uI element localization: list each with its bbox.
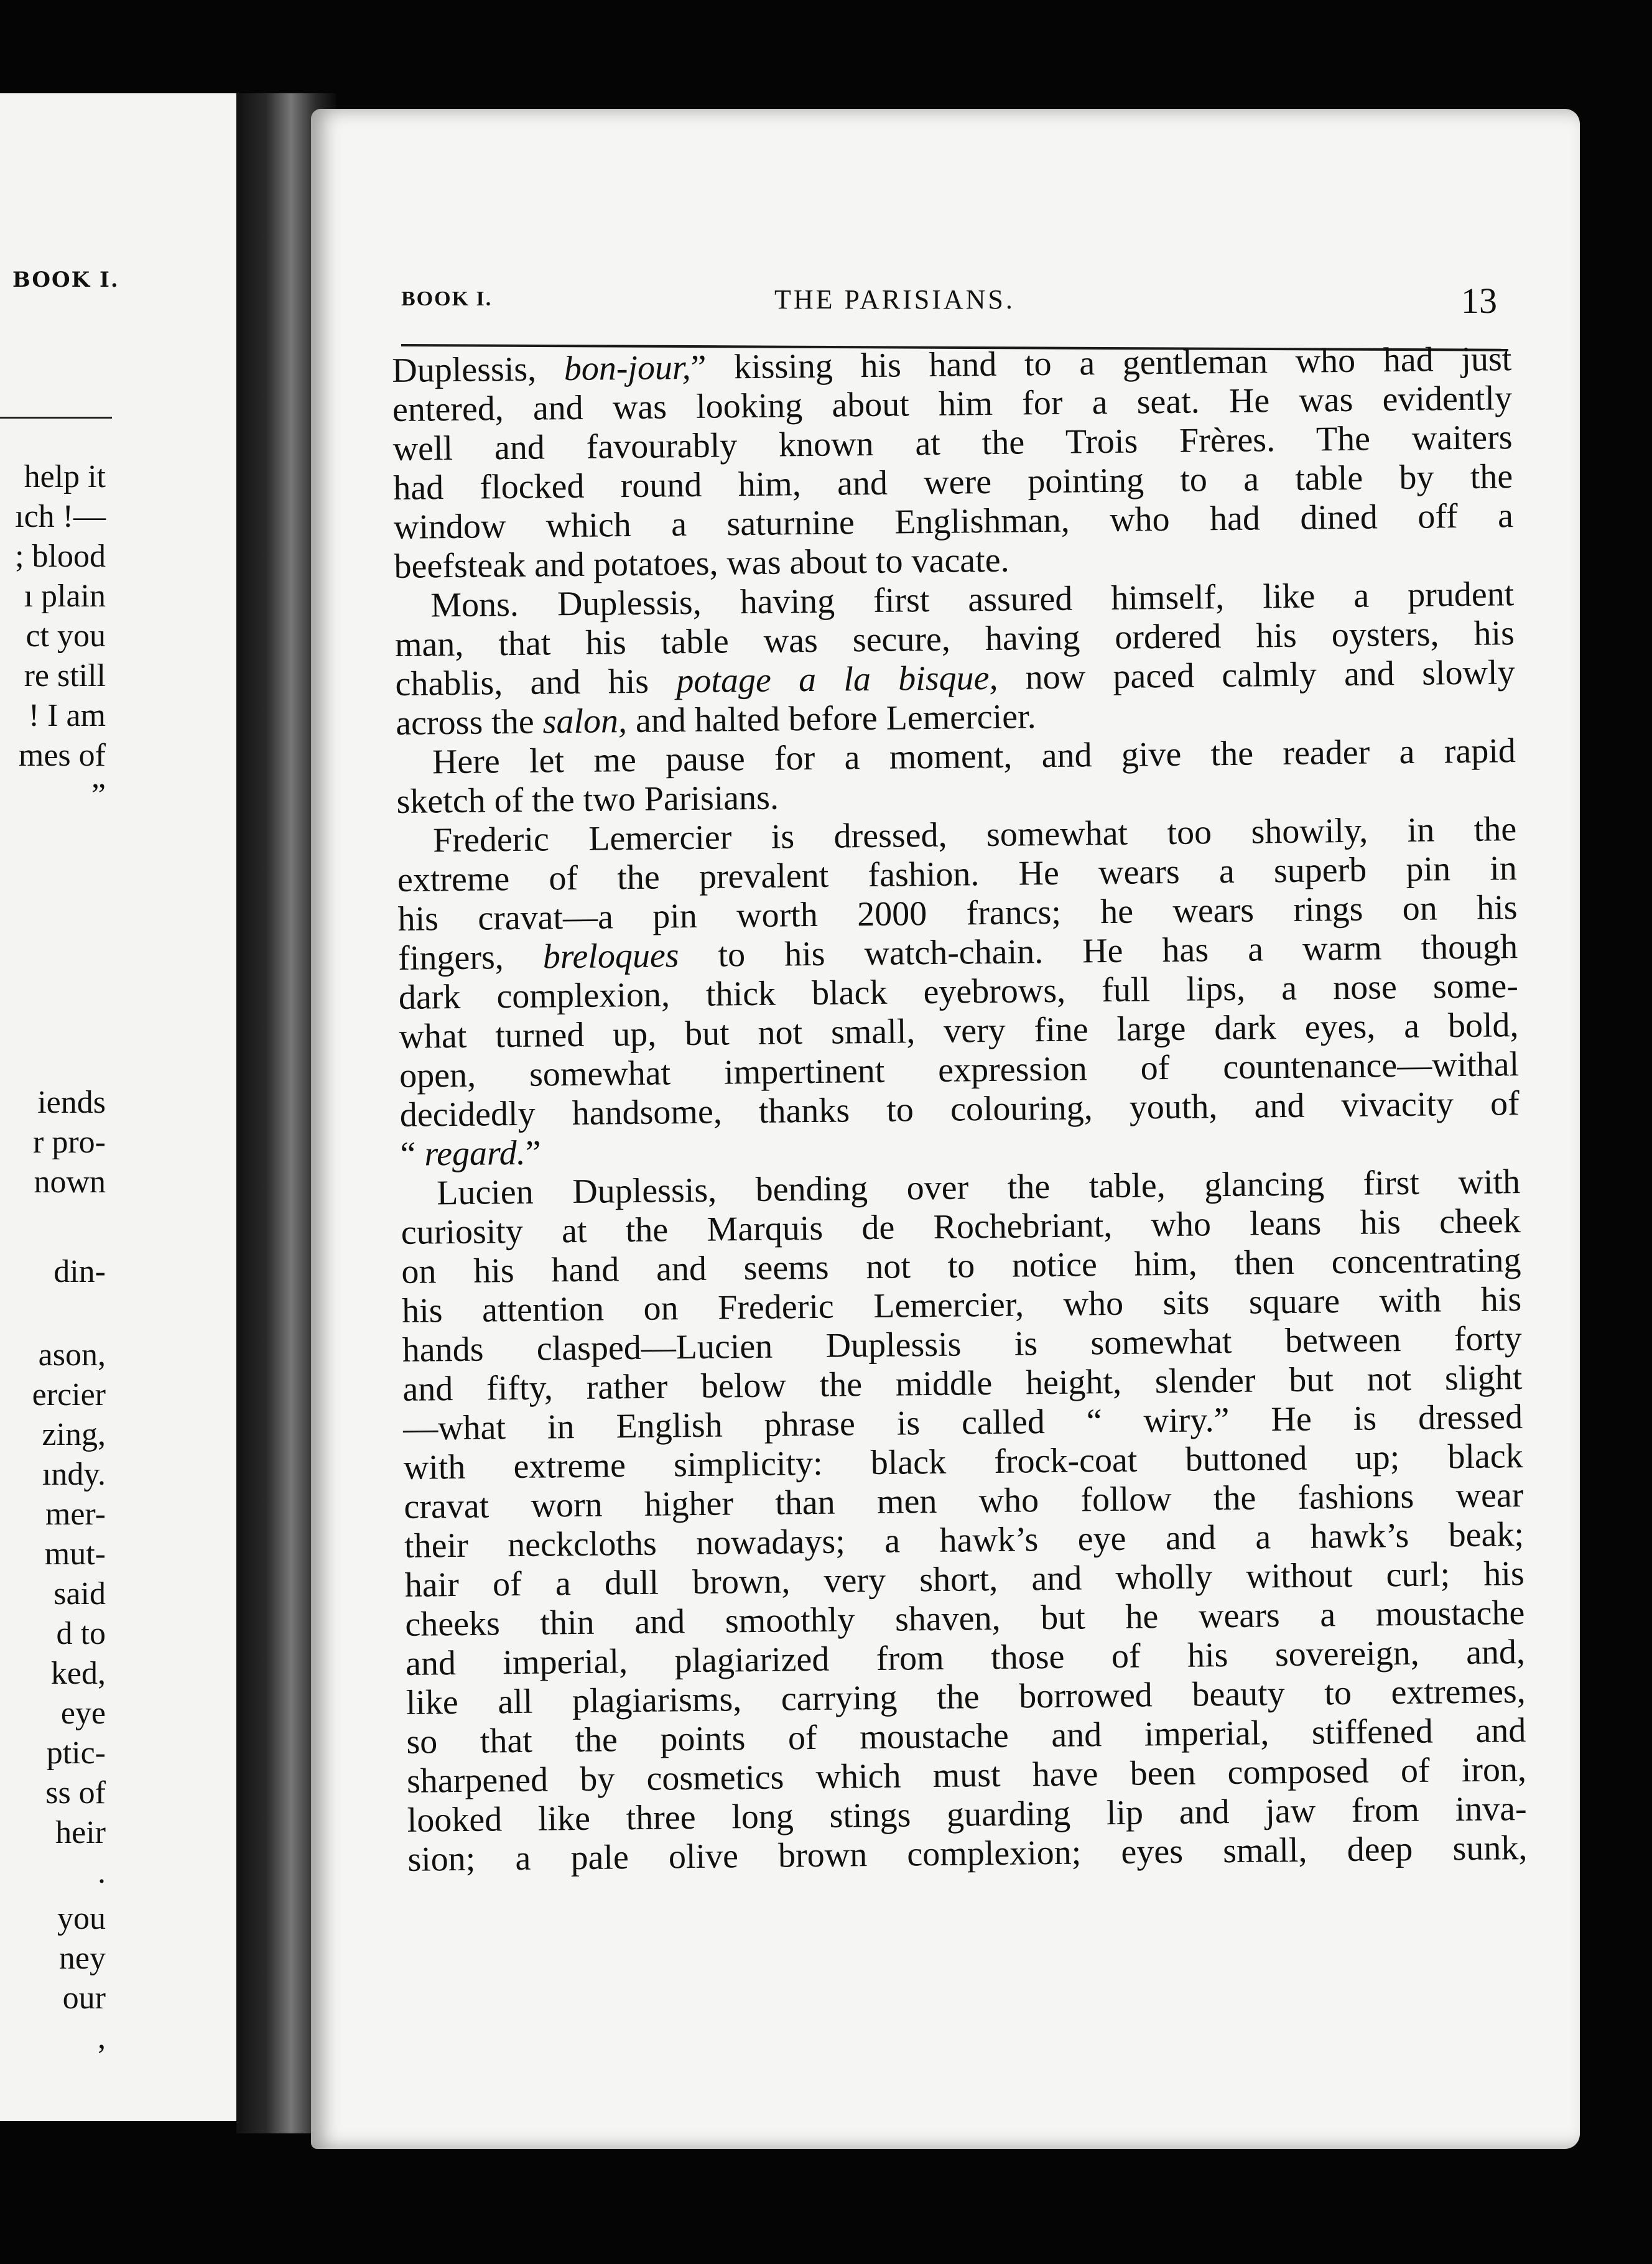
- body-text: [392, 340, 1528, 1880]
- text-segment: his cravat—a pin worth 2000 francs; he wears rings on his: [397, 888, 1518, 939]
- text-segment: decidedly handsome, thanks to colouring, youth, and vivacity of: [399, 1084, 1520, 1134]
- text-segment: hair of a dull brown, very short, and wholly without curl; his: [404, 1554, 1525, 1605]
- previous-page-line-fragment: ked,: [50, 1656, 106, 1691]
- spacer: [15, 1202, 106, 1252]
- spacer: [15, 1292, 106, 1335]
- text-segment: sketch of the two Parisians.: [396, 778, 779, 821]
- previous-page-line-fragment: re still: [24, 658, 106, 694]
- previous-page-line-fragment: you: [57, 1901, 106, 1936]
- text-segment: extreme of the prevalent fashion. He wears a superb pin in: [397, 849, 1518, 899]
- previous-page-line-fragment: ercier: [32, 1377, 106, 1413]
- text-segment: and halted before Lemercier.: [626, 697, 1036, 741]
- text-segment: curiosity at the Marquis de Rochebriant, who leans his cheek: [401, 1202, 1521, 1252]
- text-segment: ”: [525, 1133, 541, 1172]
- previous-page-line-fragment: said: [53, 1576, 106, 1612]
- text-segment: across the: [395, 702, 543, 743]
- previous-page-line-fragment: ”: [91, 777, 106, 813]
- previous-page-line-fragment: nown: [34, 1164, 106, 1200]
- text-segment: cheeks thin and smoothly shaven, but he wears a moustache: [405, 1594, 1525, 1644]
- previous-page-line-fragment: zing,: [42, 1417, 106, 1452]
- previous-page-line-fragment: ,: [98, 2020, 106, 2056]
- previous-page-line-fragment: d to: [56, 1616, 106, 1651]
- spacer: [15, 815, 106, 1083]
- previous-page-line-fragment: r pro-: [33, 1125, 106, 1160]
- text-segment: chablis, and his: [395, 662, 677, 703]
- text-segment: ” kissing his hand to a gentleman who had just: [690, 340, 1512, 387]
- text-segment: beefsteak and potatoes, was about to vacate.: [394, 540, 1009, 586]
- text-segment: Lucien Duplessis, bending over the table, glancing first with: [436, 1162, 1521, 1213]
- running-head-title: THE PARISIANS.: [774, 284, 1015, 315]
- text-segment: well and favourably known at the Trois Frères. The waiters: [392, 418, 1513, 468]
- italic-text: potage a la bisque,: [676, 658, 998, 701]
- text-segment: on his hand and seems not to notice him, then concentrating: [401, 1241, 1521, 1291]
- text-segment: window which a saturnine Englishman, who had dined off a: [393, 496, 1514, 547]
- previous-page-line-fragment: mut-: [44, 1536, 106, 1572]
- page-number: 13: [1461, 281, 1497, 321]
- previous-page-line-fragment: ss of: [45, 1775, 106, 1811]
- previous-page-line-fragment: ct you: [26, 618, 106, 654]
- text-segment: entered, and was looking about him for a seat. He was evidently: [392, 379, 1513, 429]
- text-segment: fingers,: [397, 937, 544, 978]
- spacer: [15, 1893, 106, 1899]
- text-segment: sharpened by cosmetics which must have been composed of iron,: [406, 1750, 1527, 1801]
- text-segment: Mons. Duplessis, having first assured himself, like a prudent: [430, 575, 1515, 625]
- previous-page-line-fragment: ason,: [38, 1337, 106, 1373]
- text-segment: had flocked round him, and were pointing to a table by the: [392, 457, 1513, 508]
- current-page: [311, 109, 1580, 2149]
- previous-page-line-fragment: mes of: [18, 738, 106, 773]
- previous-page-text-fragments: [15, 457, 106, 2058]
- previous-page-line-fragment: help it: [24, 459, 106, 494]
- previous-page-head-rule: [0, 417, 112, 419]
- text-segment: with extreme simplicity: black frock-coat buttoned up; black: [403, 1437, 1524, 1487]
- previous-page: [0, 93, 274, 2121]
- text-segment: Here let me pause for a moment, and give the reader a rapid: [432, 731, 1516, 782]
- text-segment: what turned up, but not small, very fine large dark eyes, a bold,: [399, 1006, 1519, 1056]
- running-head-book: BOOK I.: [401, 287, 493, 310]
- previous-page-line-fragment: ney: [58, 1941, 106, 1976]
- text-segment: cravat worn higher than men who follow the fashions wear: [404, 1476, 1524, 1526]
- previous-page-line-fragment: ındy.: [42, 1457, 106, 1492]
- text-segment: Duplessis,: [392, 350, 565, 390]
- italic-text: bon-jour,: [564, 348, 691, 389]
- italic-text: breloques: [542, 936, 679, 977]
- previous-page-line-fragment: iends: [37, 1085, 106, 1120]
- text-segment: sion; a pale olive brown complexion; eyes small, deep sunk,: [407, 1829, 1528, 1879]
- previous-page-line-fragment: ; blood: [15, 539, 106, 574]
- previous-page-line-fragment: .: [98, 1855, 106, 1890]
- text-segment: dark complexion, thick black eyebrows, full lips, a nose some-: [398, 967, 1519, 1017]
- italic-text: regard.: [424, 1133, 526, 1174]
- text-segment: so that the points of moustache and imperial, stiffened and: [406, 1711, 1526, 1761]
- previous-page-running-head: BOOK I.: [12, 267, 119, 292]
- previous-page-line-fragment: our: [62, 1980, 106, 2016]
- text-segment: to his watch-chain. He has a warm though: [679, 927, 1518, 975]
- previous-page-line-fragment: ıch !—: [15, 499, 106, 534]
- text-segment: looked like three long stings guarding lip and jaw from inva-: [407, 1789, 1527, 1840]
- text-segment: and imperial, plagiarized from those of his sovereign, and,: [405, 1633, 1526, 1683]
- italic-text: salon,: [542, 702, 628, 741]
- text-segment: Frederic Lemercier is dressed, somewhat too showily, in the: [432, 810, 1517, 860]
- text-segment: open, somewhat impertinent expression of countenance—withal: [399, 1045, 1520, 1095]
- previous-page-line-fragment: eye: [60, 1696, 106, 1731]
- running-head: [401, 280, 1497, 323]
- text-segment: “: [400, 1134, 425, 1174]
- text-segment: man, that his table was secure, having ordered his oysters, his: [394, 614, 1515, 664]
- previous-page-line-fragment: ptic-: [46, 1735, 106, 1771]
- text-segment: —what in English phrase is called “ wiry.” He is dressed: [402, 1398, 1523, 1448]
- text-segment: like all plagiarisms, carrying the borrowed beauty to extremes,: [406, 1672, 1526, 1722]
- previous-page-line-fragment: ı plain: [24, 578, 106, 614]
- text-segment: their neckcloths nowadays; a hawk’s eye and a hawk’s beak;: [404, 1515, 1524, 1566]
- text-segment: now paced calmly and slowly: [998, 653, 1515, 697]
- previous-page-line-fragment: ! I am: [28, 698, 106, 733]
- text-segment: his attention on Frederic Lemercier, who sits square with his: [401, 1280, 1522, 1330]
- previous-page-line-fragment: mer-: [45, 1496, 106, 1532]
- text-segment: and fifty, rather below the middle height, slender but not slight: [402, 1358, 1523, 1409]
- previous-page-line-fragment: din-: [53, 1254, 106, 1289]
- text-segment: hands clasped—Lucien Duplessis is somewhat between forty: [402, 1319, 1523, 1370]
- previous-page-line-fragment: heir: [55, 1815, 106, 1850]
